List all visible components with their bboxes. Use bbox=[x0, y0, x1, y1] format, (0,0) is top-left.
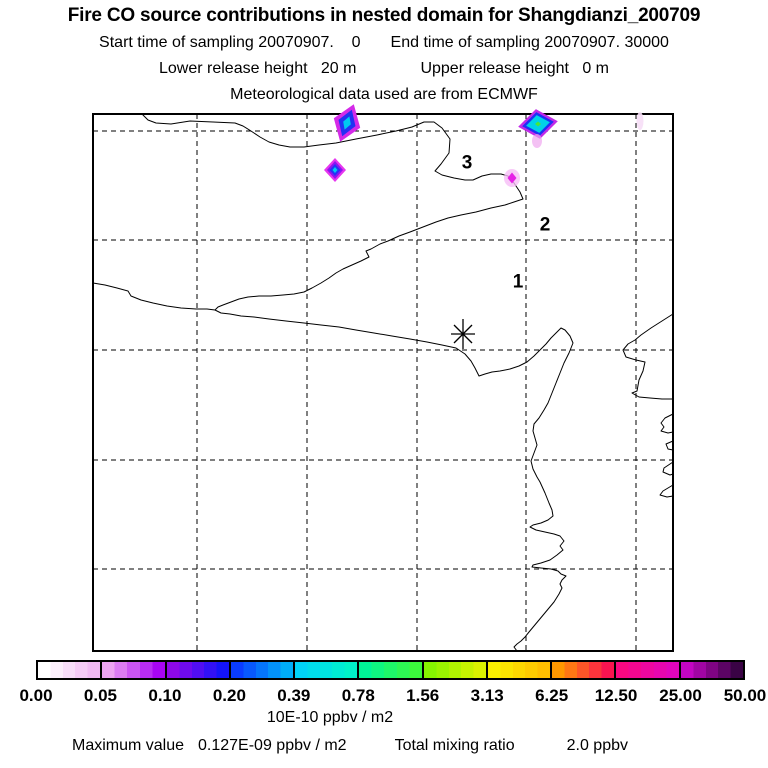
colorbar-tick-label: 12.50 bbox=[594, 686, 638, 705]
colorbar-tick-label: 6.25 bbox=[535, 686, 569, 705]
receptor-label-3: 3 bbox=[461, 152, 473, 174]
map-plot-area bbox=[93, 114, 673, 651]
colorbar-tick-label: 0.10 bbox=[148, 686, 182, 705]
upper-release-text: Upper release height 0 m bbox=[420, 60, 609, 77]
colorbar-tick-label: 0.78 bbox=[341, 686, 375, 705]
meteo-text: Meteorological data used are from ECMWF bbox=[230, 86, 538, 103]
plume-west-small bbox=[324, 158, 346, 182]
subtitle-sampling bbox=[0, 34, 768, 52]
map-svg bbox=[93, 114, 673, 651]
colorbar-segment bbox=[165, 662, 229, 678]
colorbar-segment bbox=[38, 662, 100, 678]
plume-faint-streak bbox=[637, 112, 644, 130]
lower-release-text: Lower release height 20 m bbox=[159, 60, 357, 77]
map-border bbox=[93, 114, 673, 651]
colorbar-tick-label: 25.00 bbox=[659, 686, 702, 705]
coastline bbox=[666, 441, 673, 450]
plume-center-dot bbox=[504, 169, 520, 187]
colorbar-segment bbox=[293, 662, 357, 678]
coastline bbox=[142, 114, 573, 651]
colorbar-segment bbox=[679, 662, 743, 678]
chart-title: Fire CO source contributions in nested domain for Shangdianzi_200709 bbox=[67, 5, 701, 26]
station-asterisk-marker bbox=[451, 319, 475, 349]
colorbar-segment bbox=[229, 662, 293, 678]
colorbar-tick-label: 50.00 bbox=[723, 686, 767, 705]
colorbar-tick-label: 1.56 bbox=[406, 686, 440, 705]
start-time-text: Start time of sampling 20070907. 0 bbox=[99, 34, 361, 51]
colorbar-segment bbox=[422, 662, 486, 678]
footer-annotations bbox=[0, 737, 700, 755]
coastline bbox=[660, 485, 673, 497]
plume-layer bbox=[637, 112, 644, 130]
coastline bbox=[623, 314, 673, 399]
colorbar-tick-label: 0.00 bbox=[19, 686, 53, 705]
coastline bbox=[661, 414, 673, 433]
colorbar-tick-label: 0.39 bbox=[277, 686, 311, 705]
max-value-text: 0.127E-09 ppbv / m2 bbox=[198, 737, 347, 754]
plume-layer bbox=[532, 134, 542, 148]
colorbar-units: 10E-10 ppbv / m2 bbox=[266, 709, 394, 726]
colorbar-tick-label: 0.20 bbox=[212, 686, 246, 705]
plume-northwest-large bbox=[334, 104, 360, 142]
subtitle-release bbox=[0, 60, 768, 78]
colorbar-segment bbox=[486, 662, 550, 678]
colorbar-segment bbox=[357, 662, 421, 678]
plume-northeast-smudge bbox=[532, 134, 542, 148]
max-value-label: Maximum value bbox=[71, 737, 185, 754]
colorbar-segment bbox=[550, 662, 614, 678]
end-time-text: End time of sampling 20070907. 30000 bbox=[390, 34, 669, 51]
subtitle-meteo bbox=[0, 86, 768, 104]
mixing-ratio-value: 2.0 ppbv bbox=[566, 737, 628, 754]
colorbar-tick-label: 3.13 bbox=[470, 686, 504, 705]
receptor-label-2: 2 bbox=[539, 214, 551, 236]
colorbar-segment bbox=[614, 662, 678, 678]
colorbar bbox=[36, 660, 745, 680]
colorbar-segment bbox=[100, 662, 164, 678]
mixing-ratio-label: Total mixing ratio bbox=[394, 737, 515, 754]
colorbar-tick-label: 0.05 bbox=[83, 686, 117, 705]
receptor-label-1: 1 bbox=[512, 271, 524, 293]
coastline bbox=[663, 462, 673, 475]
colorbar-tick-row bbox=[0, 686, 768, 706]
